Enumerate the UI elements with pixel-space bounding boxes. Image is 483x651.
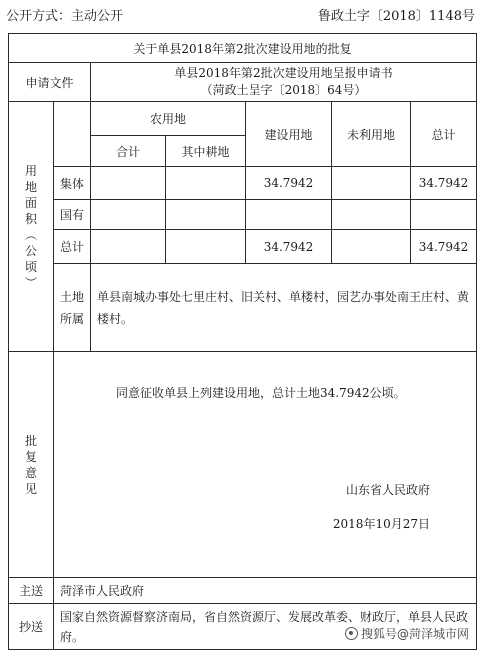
document-number: 鲁政土字〔2018〕1148号 (317, 9, 475, 24)
cell-construction: 34.7942 (246, 230, 332, 264)
land-area-label: 用 地 面 积 ︵ 公 顷 ︶ (9, 102, 54, 352)
cell-subtotal (91, 230, 166, 264)
cc-value: 国家自然资源督察济南局，省自然资源厅、发展改革委、财政厅，单县人民政府。 (54, 604, 477, 650)
watermark (341, 624, 473, 643)
row-label: 国有 (54, 200, 91, 230)
application-label: 申请文件 (9, 63, 91, 102)
cell-total (411, 200, 477, 230)
disclosure-method: 公开方式：主动公开 (6, 9, 124, 24)
unused-land-header: 未利用地 (332, 102, 411, 167)
farmland-header: 其中耕地 (166, 136, 246, 167)
construction-land-header: 建设用地 (246, 102, 332, 167)
subtotal-header: 合计 (91, 136, 166, 167)
table-row-state-owned (9, 200, 477, 230)
cell-unused (332, 200, 411, 230)
land-location-text: 单县南城办事处七里庄村、旧关村、单楼村，园艺办事处南王庄村、黄楼村。 (91, 264, 477, 352)
application-line-1: 单县2018年第2批次建设用地呈报申请书 (174, 66, 393, 80)
approval-document-table (8, 33, 477, 650)
agricultural-land-header: 农用地 (91, 102, 246, 136)
cell-subtotal (91, 200, 166, 230)
cell-farmland (166, 167, 246, 200)
cell-subtotal (91, 167, 166, 200)
issuer: 山东省人民政府 (345, 483, 430, 497)
issue-date: 2018年10月27日 (332, 517, 430, 531)
cell-unused (332, 230, 411, 264)
table-row-collective (9, 167, 477, 200)
cell-total: 34.7942 (411, 167, 477, 200)
application-line-2: （菏政土呈字〔2018〕64号） (200, 83, 367, 97)
total-header: 总计 (411, 102, 477, 167)
sohu-icon (345, 627, 358, 640)
land-location-label: 土地 所属 (54, 264, 91, 352)
approval-text: 同意征收单县上列建设用地，总计土地34.7942公顷。 (116, 386, 406, 400)
approval-opinion-cell (54, 352, 477, 578)
send-to-label: 主送 (9, 578, 54, 604)
cell-total: 34.7942 (411, 230, 477, 264)
application-document (91, 63, 477, 102)
cell-farmland (166, 200, 246, 230)
row-label: 总计 (54, 230, 91, 264)
cc-label: 抄送 (9, 604, 54, 650)
cell-construction (246, 200, 332, 230)
cell-farmland (166, 230, 246, 264)
row-label: 集体 (54, 167, 91, 200)
send-to-value: 菏泽市人民政府 (54, 578, 477, 604)
approval-opinion-label: 批 复 意 见 (9, 352, 54, 578)
watermark-text: 搜狐号@菏泽城市网 (360, 627, 469, 641)
document-title: 关于单县2018年第2批次建设用地的批复 (9, 34, 477, 63)
blank-corner-cell (54, 102, 91, 167)
cell-construction: 34.7942 (246, 167, 332, 200)
cell-unused (332, 167, 411, 200)
table-row-total (9, 230, 477, 264)
